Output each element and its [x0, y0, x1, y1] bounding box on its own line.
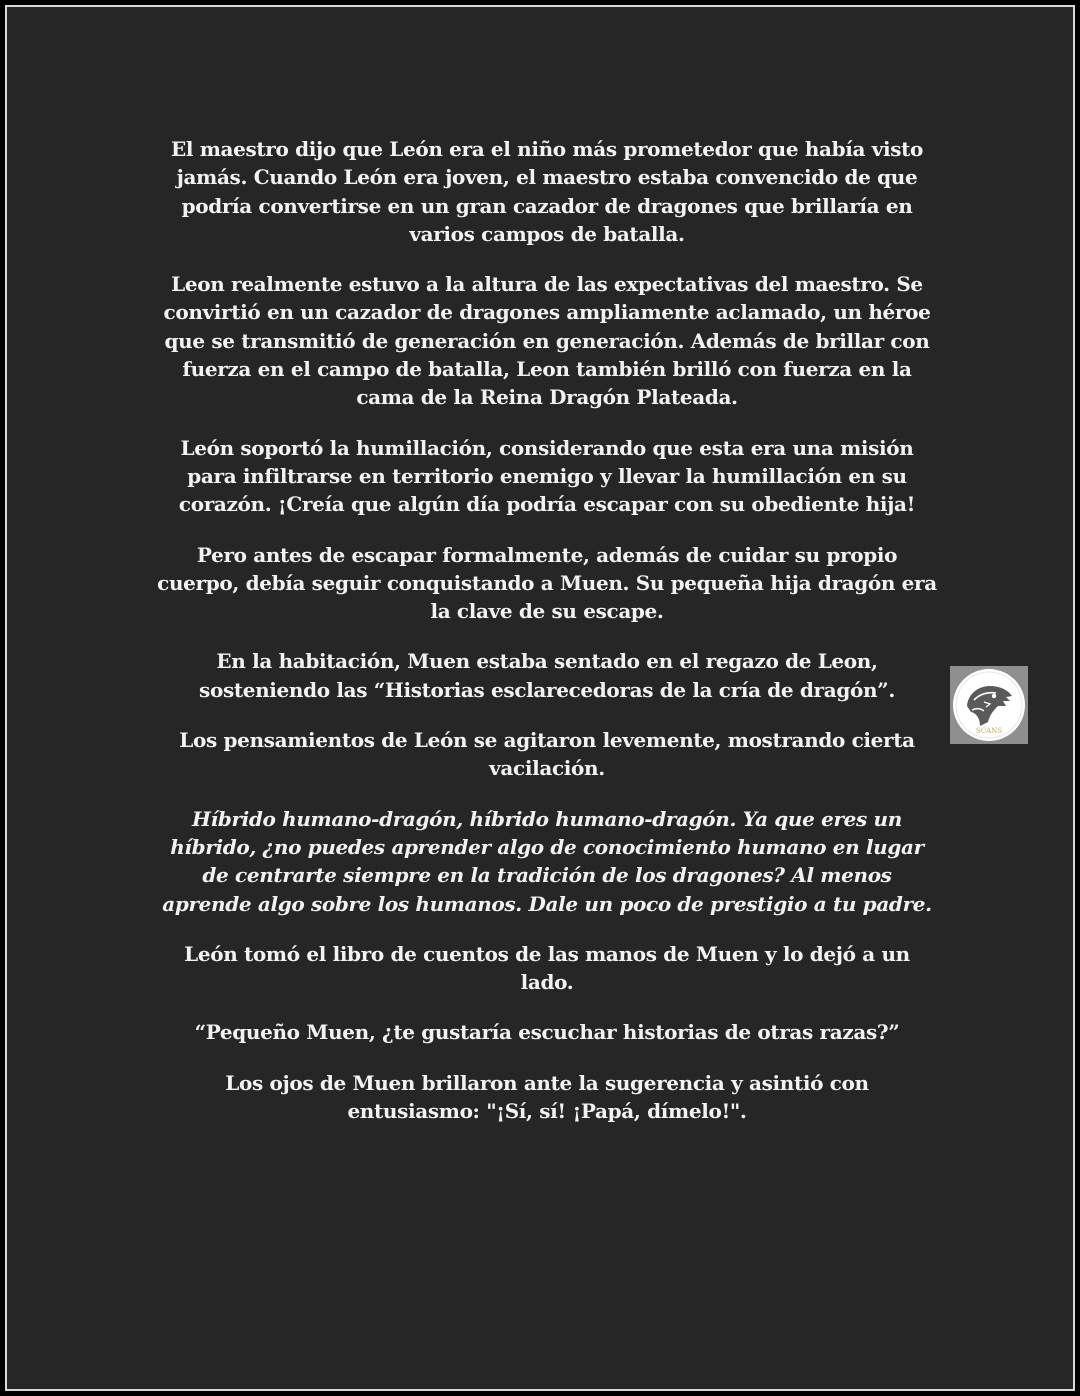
paragraph-6: Los pensamientos de León se agitaron levemente, mostrando cierta vacilación.	[179, 728, 915, 781]
paragraph-3: León soportó la humillación, considerando que esta era una misión para infiltrarse en territorio enemigo y llevar la humillación en su corazón. ¡Creía que algún día podría escapar con su obediente hija!	[178, 435, 916, 517]
scans-logo	[950, 666, 1028, 744]
paragraph-1: El maestro dijo que León era el niño más prometedor que había visto jamás. Cuando León era joven, el maestro estaba convencido de que podría convertirse en un gran cazador de dragones que brillaría en varios campos de batalla.	[170, 137, 924, 246]
paragraph-8: León tomó el libro de cuentos de las manos de Muen y lo dejó a un lado.	[184, 941, 910, 995]
chapter-text	[157, 135, 937, 1147]
page	[5, 5, 1075, 1391]
paragraph-7-thought: Híbrido humano-dragón, híbrido humano-dragón. Ya que eres un híbrido, ¿no puedes aprender algo de conocimiento humano en lugar de centrarte siempre en la tradición de los dragones? Al menos aprende algo sobre los humanos. Dale un poco de prestigio a tu padre.	[162, 806, 932, 916]
paragraph-2: Leon realmente estuvo a la altura de las expectativas del maestro. Se convirtió en un cazador de dragones ampliamente aclamado, un héroe que se transmitió de generación en generación. Además de brillar con fuerza en el campo de batalla, Leon también brilló con fuerza en la cama de la Reina Dragón Plateada.	[163, 272, 931, 410]
paragraph-10: Los ojos de Muen brillaron ante la sugerencia y asintió con entusiasmo: "¡Sí, sí! ¡Papá, dímelo!".	[225, 1070, 869, 1124]
dinosaur-head-logo-icon	[950, 666, 1028, 744]
paragraph-5: En la habitación, Muen estaba sentado en el regazo de Leon, sosteniendo las “Historias esclarecedoras de la cría de dragón”.	[199, 649, 895, 702]
svg-text:SCANS: SCANS	[975, 727, 1003, 735]
paragraph-4: Pero antes de escapar formalmente, además de cuidar su propio cuerpo, debía seguir conquistando a Muen. Su pequeña hija dragón era la clave de su escape.	[157, 542, 937, 624]
paragraph-9-dialogue: “Pequeño Muen, ¿te gustaría escuchar historias de otras razas?”	[194, 1020, 900, 1045]
